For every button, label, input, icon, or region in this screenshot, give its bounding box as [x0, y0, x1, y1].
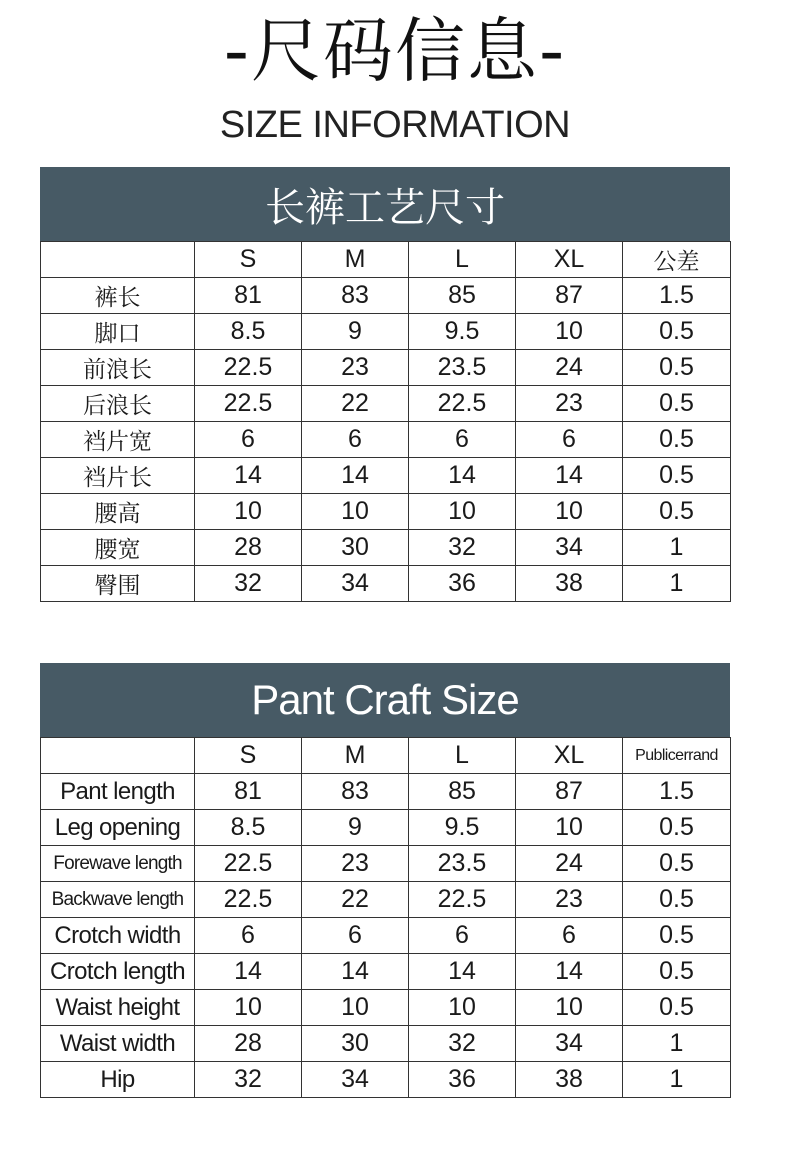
row-label: Backwave length [41, 882, 195, 918]
cell: 1.5 [623, 278, 731, 314]
cell: 0.5 [623, 954, 731, 990]
cell: 9 [302, 810, 409, 846]
cell: 36 [409, 566, 516, 602]
size-table-cn [40, 167, 730, 602]
cell: 14 [409, 954, 516, 990]
table-row [41, 314, 731, 350]
row-label: 腰高 [41, 494, 195, 530]
row-label: Crotch width [41, 918, 195, 954]
header-row [41, 738, 731, 774]
cell: 8.5 [195, 314, 302, 350]
cell: 22.5 [195, 350, 302, 386]
cell: 24 [516, 846, 623, 882]
cell: 34 [302, 566, 409, 602]
table-title-band [40, 167, 730, 241]
size-grid [40, 737, 731, 1098]
cell: 1.5 [623, 774, 731, 810]
cell: 38 [516, 566, 623, 602]
row-label: 裆片宽 [41, 422, 195, 458]
header-cell-m: M [302, 242, 409, 278]
cell: 6 [195, 918, 302, 954]
cell: 83 [302, 278, 409, 314]
row-label: 脚口 [41, 314, 195, 350]
table-row [41, 810, 731, 846]
cell: 14 [516, 458, 623, 494]
cell: 14 [516, 954, 623, 990]
cell: 23 [302, 846, 409, 882]
table-row [41, 350, 731, 386]
cell: 9.5 [409, 314, 516, 350]
row-label: 臀围 [41, 566, 195, 602]
cell: 14 [409, 458, 516, 494]
table-row [41, 566, 731, 602]
table-row [41, 422, 731, 458]
row-label: Waist width [41, 1026, 195, 1062]
cell: 22 [302, 386, 409, 422]
row-label: 前浪长 [41, 350, 195, 386]
cell: 81 [195, 774, 302, 810]
table-row [41, 278, 731, 314]
header-cell-m: M [302, 738, 409, 774]
cell: 23 [516, 386, 623, 422]
table-row [41, 494, 731, 530]
cell: 38 [516, 1062, 623, 1098]
cell: 14 [195, 458, 302, 494]
cell: 14 [302, 954, 409, 990]
row-label: 裆片长 [41, 458, 195, 494]
cell: 34 [516, 1026, 623, 1062]
cell: 0.5 [623, 458, 731, 494]
cell: 34 [516, 530, 623, 566]
table-row [41, 1062, 731, 1098]
cell: 32 [409, 1026, 516, 1062]
cell: 10 [409, 990, 516, 1026]
cell: 30 [302, 530, 409, 566]
row-label: Crotch length [41, 954, 195, 990]
page-title: -尺码信息- [223, 10, 567, 92]
cell: 22.5 [409, 386, 516, 422]
cell: 22.5 [195, 882, 302, 918]
cell: 10 [516, 494, 623, 530]
cell: 32 [409, 530, 516, 566]
table-row [41, 386, 731, 422]
cell: 10 [302, 990, 409, 1026]
cell: 1 [623, 1062, 731, 1098]
cell: 6 [409, 918, 516, 954]
cell: 10 [516, 810, 623, 846]
table-title: Pant Craft Size [251, 676, 519, 723]
cell: 36 [409, 1062, 516, 1098]
cell: 1 [623, 530, 731, 566]
cell: 14 [195, 954, 302, 990]
cell: 0.5 [623, 918, 731, 954]
cell: 81 [195, 278, 302, 314]
cell: 1 [623, 1026, 731, 1062]
cell: 23.5 [409, 350, 516, 386]
header-cell-tolerance: 公差 [623, 242, 731, 278]
cell: 10 [516, 314, 623, 350]
header-cell-empty [41, 242, 195, 278]
cell: 23 [516, 882, 623, 918]
cell: 22.5 [409, 882, 516, 918]
cell: 32 [195, 1062, 302, 1098]
cell: 10 [195, 494, 302, 530]
cell: 6 [195, 422, 302, 458]
cell: 9.5 [409, 810, 516, 846]
table-row [41, 458, 731, 494]
cell: 6 [409, 422, 516, 458]
page-subtitle: SIZE INFORMATION [219, 104, 571, 146]
cell: 30 [302, 1026, 409, 1062]
table-row [41, 954, 731, 990]
header-cell-l: L [409, 242, 516, 278]
cell: 87 [516, 774, 623, 810]
table-title-band [40, 663, 730, 737]
size-table-en [40, 663, 730, 1098]
row-label: Hip [41, 1062, 195, 1098]
cell: 0.5 [623, 846, 731, 882]
header-cell-s: S [195, 738, 302, 774]
cell: 28 [195, 530, 302, 566]
table-title: 长裤工艺尺寸 [265, 184, 505, 231]
row-label: 腰宽 [41, 530, 195, 566]
cell: 83 [302, 774, 409, 810]
row-label: Waist height [41, 990, 195, 1026]
cell: 22.5 [195, 386, 302, 422]
cell: 28 [195, 1026, 302, 1062]
cell: 22 [302, 882, 409, 918]
cell: 9 [302, 314, 409, 350]
cell: 0.5 [623, 990, 731, 1026]
cell: 6 [516, 422, 623, 458]
cell: 1 [623, 566, 731, 602]
cell: 23 [302, 350, 409, 386]
cell: 24 [516, 350, 623, 386]
header-cell-empty [41, 738, 195, 774]
cell: 85 [409, 278, 516, 314]
cell: 32 [195, 566, 302, 602]
row-label: Forewave length [41, 846, 195, 882]
row-label: 后浪长 [41, 386, 195, 422]
cell: 0.5 [623, 350, 731, 386]
cell: 34 [302, 1062, 409, 1098]
header-cell-s: S [195, 242, 302, 278]
table-row [41, 918, 731, 954]
cell: 0.5 [623, 314, 731, 350]
cell: 10 [302, 494, 409, 530]
cell: 10 [409, 494, 516, 530]
table-row [41, 882, 731, 918]
cell: 10 [195, 990, 302, 1026]
cell: 6 [302, 422, 409, 458]
cell: 8.5 [195, 810, 302, 846]
header-row [41, 242, 731, 278]
header-cell-xl: XL [516, 738, 623, 774]
row-label: 裤长 [41, 278, 195, 314]
header-cell-tolerance: Publicerrand [623, 738, 731, 774]
header-cell-xl: XL [516, 242, 623, 278]
table-row [41, 846, 731, 882]
cell: 0.5 [623, 386, 731, 422]
cell: 0.5 [623, 422, 731, 458]
cell: 85 [409, 774, 516, 810]
table-row [41, 530, 731, 566]
cell: 22.5 [195, 846, 302, 882]
cell: 0.5 [623, 494, 731, 530]
row-label: Leg opening [41, 810, 195, 846]
cell: 0.5 [623, 810, 731, 846]
cell: 6 [302, 918, 409, 954]
cell: 0.5 [623, 882, 731, 918]
cell: 14 [302, 458, 409, 494]
row-label: Pant length [41, 774, 195, 810]
size-grid [40, 241, 731, 602]
cell: 6 [516, 918, 623, 954]
cell: 10 [516, 990, 623, 1026]
header-cell-l: L [409, 738, 516, 774]
table-row [41, 1026, 731, 1062]
table-row [41, 774, 731, 810]
cell: 23.5 [409, 846, 516, 882]
cell: 87 [516, 278, 623, 314]
table-row [41, 990, 731, 1026]
